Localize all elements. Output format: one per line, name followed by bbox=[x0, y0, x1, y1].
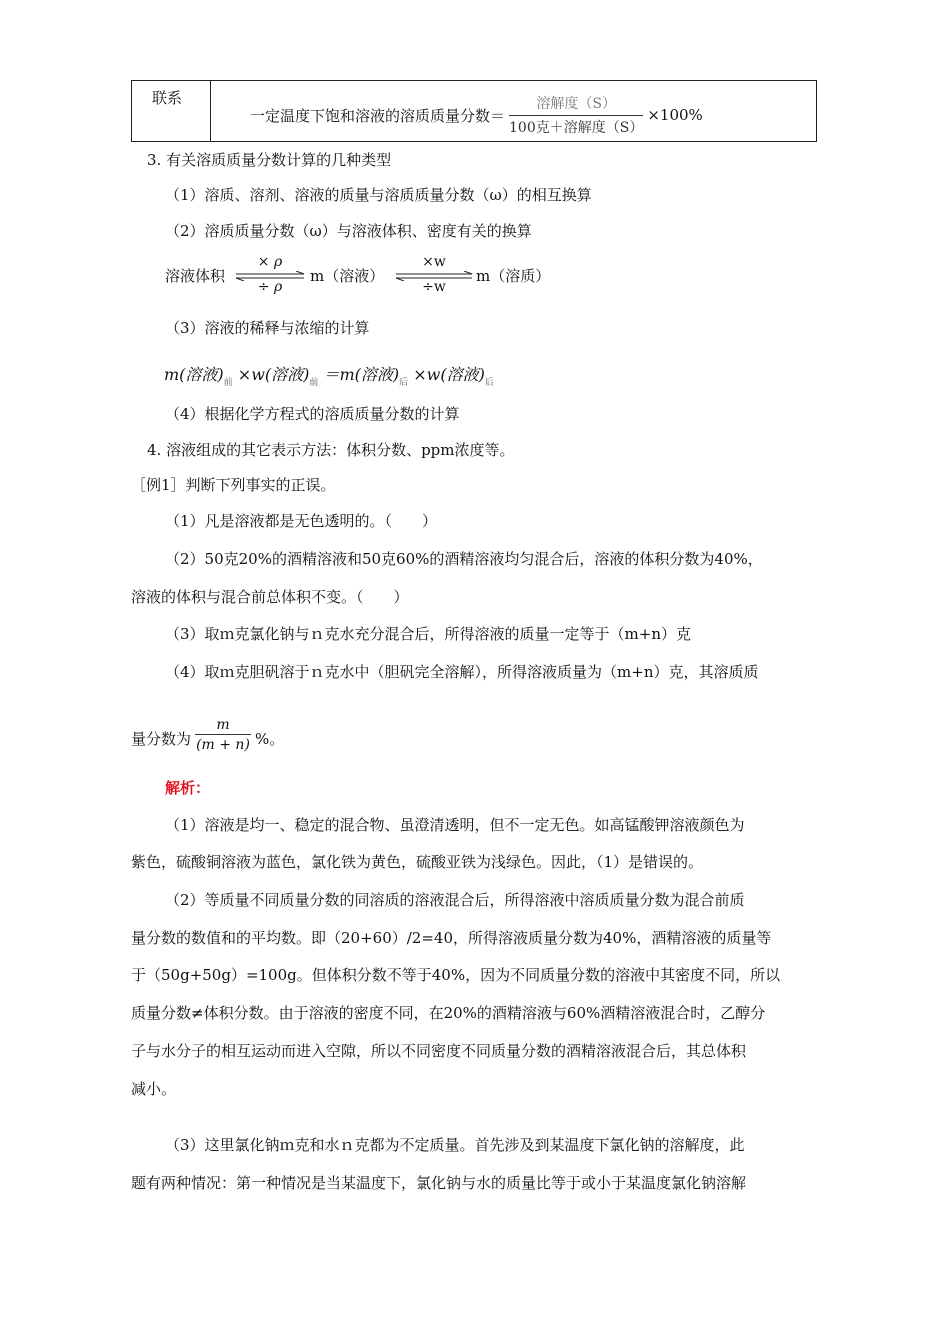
arrow-fraction-bottom: ÷w bbox=[422, 279, 446, 295]
dilution-sub3: 后 bbox=[399, 378, 409, 388]
example-q4-line1: （4）取ｍ克胆矾溶于ｎ克水中（胆矾完全溶解），所得溶液质量为（m+n）克，其溶质质 bbox=[165, 663, 759, 681]
section3-title: 3. 有关溶质质量分数计算的几种类型 bbox=[147, 151, 392, 169]
formula-numerator: 溶解度（S） bbox=[536, 96, 616, 112]
analysis-line: 子与水分子的相互运动而进入空隙，所以不同密度不同质量分数的酒精溶液混合后，其总体积 bbox=[131, 1042, 747, 1060]
formula-prefix: 一定温度下饱和溶液的溶质质量分数＝ bbox=[250, 106, 506, 125]
analysis-title: 解析： bbox=[165, 779, 211, 797]
example-title: ［例1］判断下列事实的正误。 bbox=[131, 476, 336, 494]
example-q4-prefix: 量分数为 bbox=[131, 730, 192, 748]
relation-table bbox=[131, 80, 817, 142]
section3-item3: （3）溶液的稀释与浓缩的计算 bbox=[165, 319, 370, 337]
formula-denominator: 100克＋溶解度（S） bbox=[509, 120, 644, 136]
analysis-line: 减小。 bbox=[131, 1080, 177, 1098]
dilution-sub1: 前 bbox=[223, 378, 233, 388]
relation-label: 联系 bbox=[152, 89, 183, 107]
example-q3: （3）取ｍ克氯化钠与ｎ克水充分混合后，所得溶液的质量一定等于（m+n）克 bbox=[165, 625, 691, 643]
arrow-fraction-top: ×w bbox=[422, 254, 446, 270]
formula-fraction bbox=[509, 93, 643, 137]
analysis-line: 于（50g+50g）=100g。但体积分数不等于40%，因为不同质量分数的溶液中其密度不同，所以 bbox=[131, 966, 781, 984]
analysis-line: 紫色，硫酸铜溶液为蓝色，氯化铁为黄色，硫酸亚铁为浅绿色。因此，（1）是错误的。 bbox=[131, 853, 704, 871]
arrow-fraction bbox=[394, 254, 474, 294]
chain-mid: m（溶液） bbox=[310, 267, 385, 285]
formula-suffix: ×100% bbox=[647, 106, 703, 124]
dilution-part1: m(溶液) bbox=[164, 365, 224, 384]
chain-end: m（溶质） bbox=[476, 267, 551, 285]
dilution-part2: ×w(溶液) bbox=[237, 365, 310, 384]
dilution-sub4: 后 bbox=[484, 378, 494, 388]
mass-fraction bbox=[195, 716, 251, 755]
example-q4-suffix: %。 bbox=[255, 730, 285, 748]
arrow-density-bottom: ÷ ρ bbox=[257, 279, 283, 295]
dilution-sub2: 前 bbox=[309, 378, 319, 388]
section3-item4: （4）根据化学方程式的溶质质量分数的计算 bbox=[165, 405, 460, 423]
analysis-line: （1）溶液是均一、稳定的混合物、虽澄清透明，但不一定无色。如高锰酸钾溶液颜色为 bbox=[165, 816, 745, 834]
example-q2-line1: （2）50克20%的酒精溶液和50克60%的酒精溶液均匀混合后，溶液的体积分数为40%， bbox=[165, 550, 763, 568]
arrow-density-top: × ρ bbox=[257, 254, 283, 270]
analysis-line: 量分数的数值和的平均数。即（20+60）/2=40，所得溶液质量分数为40%，酒精溶液的质量等 bbox=[131, 929, 772, 947]
table-divider bbox=[210, 81, 211, 141]
section3-item1: （1）溶质、溶剂、溶液的质量与溶质质量分数（ω）的相互换算 bbox=[165, 186, 592, 204]
dilution-part4: ×w(溶液) bbox=[413, 365, 485, 384]
example-q2-line2: 溶液的体积与混合前总体积不变。（ ） bbox=[131, 588, 409, 606]
dilution-equation bbox=[164, 362, 494, 388]
analysis-line: 质量分数≠体积分数。由于溶液的密度不同，在20%的酒精溶液与60%酒精溶液混合时，乙醇分 bbox=[131, 1004, 766, 1022]
arrow-density bbox=[234, 254, 306, 294]
analysis-line: （3）这里氯化钠ｍ克和水ｎ克都为不定质量。首先涉及到某温度下氯化钠的溶解度，此 bbox=[165, 1136, 745, 1154]
dilution-eq: ＝m(溶液) bbox=[323, 365, 400, 384]
chain-start: 溶液体积 bbox=[165, 267, 226, 285]
mass-fraction-denominator: (m + n) bbox=[196, 737, 250, 753]
section3-item2: （2）溶质质量分数（ω）与溶液体积、密度有关的换算 bbox=[165, 222, 532, 240]
saturation-formula bbox=[250, 93, 703, 137]
mass-fraction-numerator: m bbox=[216, 717, 230, 733]
analysis-line: （2）等质量不同质量分数的同溶质的溶液混合后，所得溶液中溶质质量分数为混合前质 bbox=[165, 891, 745, 909]
example-q1: （1）凡是溶液都是无色透明的。（ ） bbox=[165, 512, 438, 530]
section4-text: 4. 溶液组成的其它表示方法：体积分数、ppm浓度等。 bbox=[147, 441, 515, 459]
analysis-line: 题有两种情况：第一种情况是当某温度下，氯化钠与水的质量比等于或小于某温度氯化钠溶解 bbox=[131, 1174, 747, 1192]
